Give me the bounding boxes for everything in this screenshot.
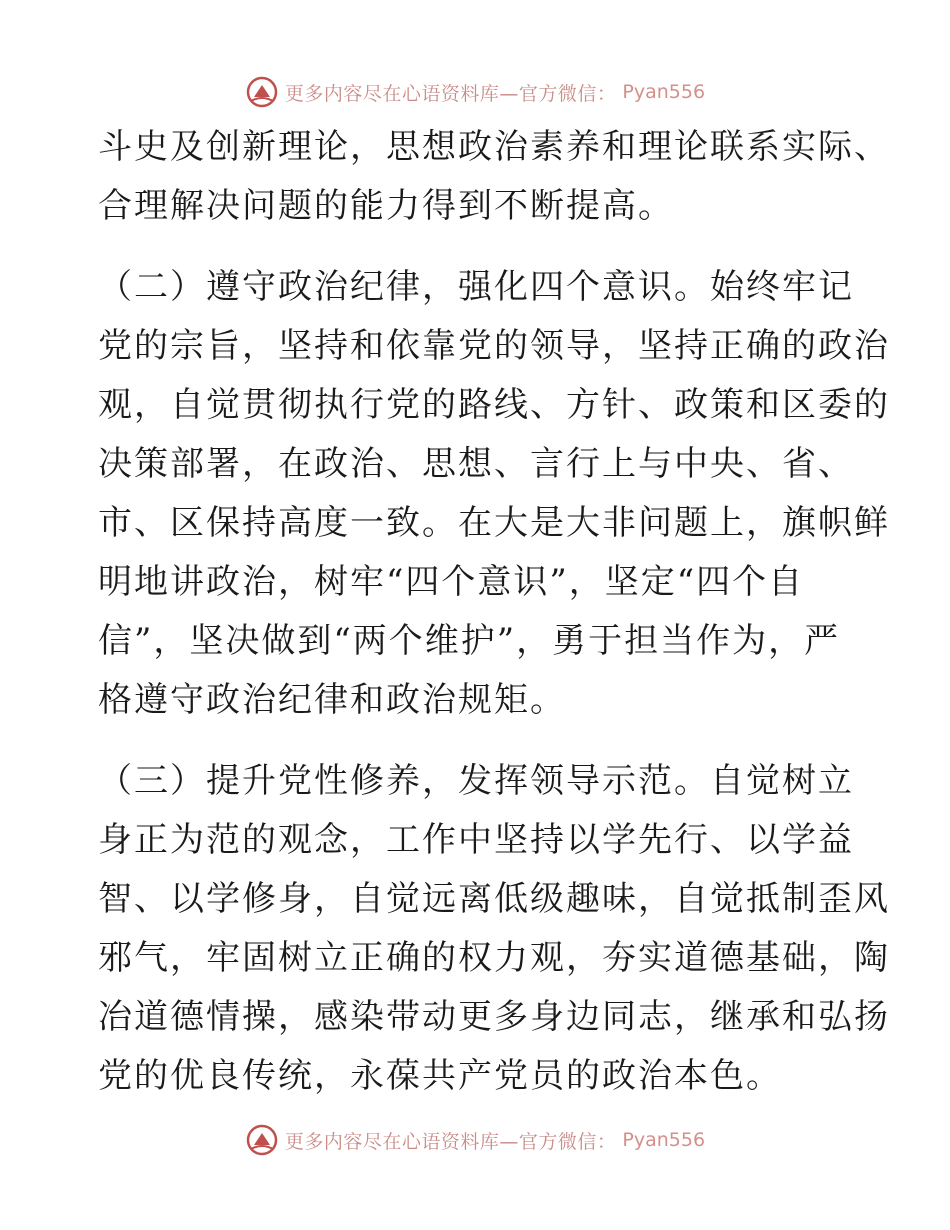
header-watermark	[0, 72, 950, 112]
text-line: 党的优良传统，永葆共产党员的政治本色。	[98, 1056, 782, 1096]
text-line: 冶道德情操，感染带动更多身边同志，继承和弘扬	[98, 997, 890, 1037]
text-line: 明地讲政治，树牢“四个意识”，坚定“四个自	[98, 562, 805, 602]
paragraph	[98, 118, 890, 236]
text-line: 决策部署，在政治、思想、言行上与中央、省、	[98, 444, 854, 484]
book-logo-icon	[245, 75, 279, 109]
text-line: 邪气，牢固树立正确的权力观，夯实道德基础，陶	[98, 938, 890, 978]
footer-watermark	[0, 1120, 950, 1160]
paragraph	[98, 258, 890, 730]
text-line: 观，自觉贯彻执行党的路线、方针、政策和区委的	[98, 385, 890, 425]
watermark-text: 更多内容尽在心语资料库—官方微信：	[284, 82, 617, 105]
text-line: 格遵守政治纪律和政治规矩。	[98, 680, 566, 720]
text-line: 身正为范的观念，工作中坚持以学先行、以学益	[98, 820, 854, 860]
text-line: （二）遵守政治纪律，强化四个意识。始终牢记	[98, 267, 854, 307]
paragraph	[98, 752, 890, 1106]
text-line: 信”，坚决做到“两个维护”，勇于担当作为，严	[98, 621, 841, 661]
text-line: 党的宗旨，坚持和依靠党的领导，坚持正确的政治	[98, 326, 890, 366]
text-line: 智、以学修身，自觉远离低级趣味，自觉抵制歪风	[98, 879, 890, 919]
document-body	[98, 118, 890, 1106]
text-line: 斗史及创新理论，思想政治素养和理论联系实际、	[98, 127, 890, 167]
watermark-id: Pyan556	[622, 1129, 706, 1151]
text-line: 市、区保持高度一致。在大是大非问题上，旗帜鲜	[98, 503, 890, 543]
text-line: （三）提升党性修养，发挥领导示范。自觉树立	[98, 761, 854, 801]
text-line: 合理解决问题的能力得到不断提高。	[98, 186, 674, 226]
book-logo-icon	[245, 1123, 279, 1157]
watermark-text: 更多内容尽在心语资料库—官方微信：	[284, 1130, 617, 1153]
watermark-id: Pyan556	[622, 81, 706, 103]
